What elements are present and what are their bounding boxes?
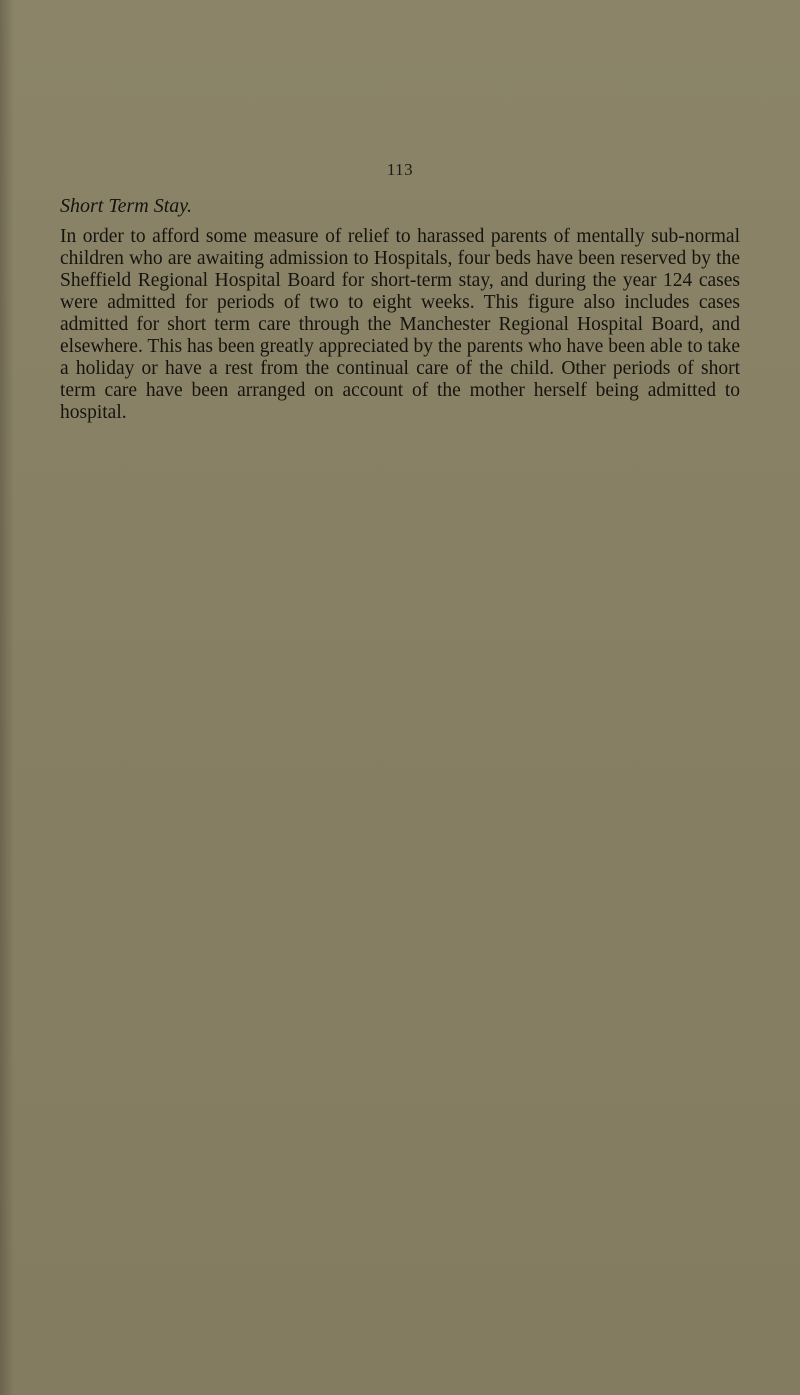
section-short-term-stay (60, 192, 740, 424)
section-heading: Short Term Stay. (60, 195, 193, 217)
page-number: 113 (386, 160, 414, 179)
body-paragraph: In order to afford some measure of relief to harassed parents of mentally sub-normal children who are awaiting admission to Hospitals, four beds have been reserved by the Sheffield Regional Hospital Board for short-term stay, and during the year 124 cases were admitted for periods of two to eight weeks. This figure also includes cases admitted for short term care through the Manchester Regional Hospital Board, and elsewhere. This has been greatly appreciated by the parents who have been able to take a holiday or have a rest from the continual care of the child. Other periods of short term care have been arranged on account of the mother herself being admitted to hospital. (60, 226, 740, 423)
